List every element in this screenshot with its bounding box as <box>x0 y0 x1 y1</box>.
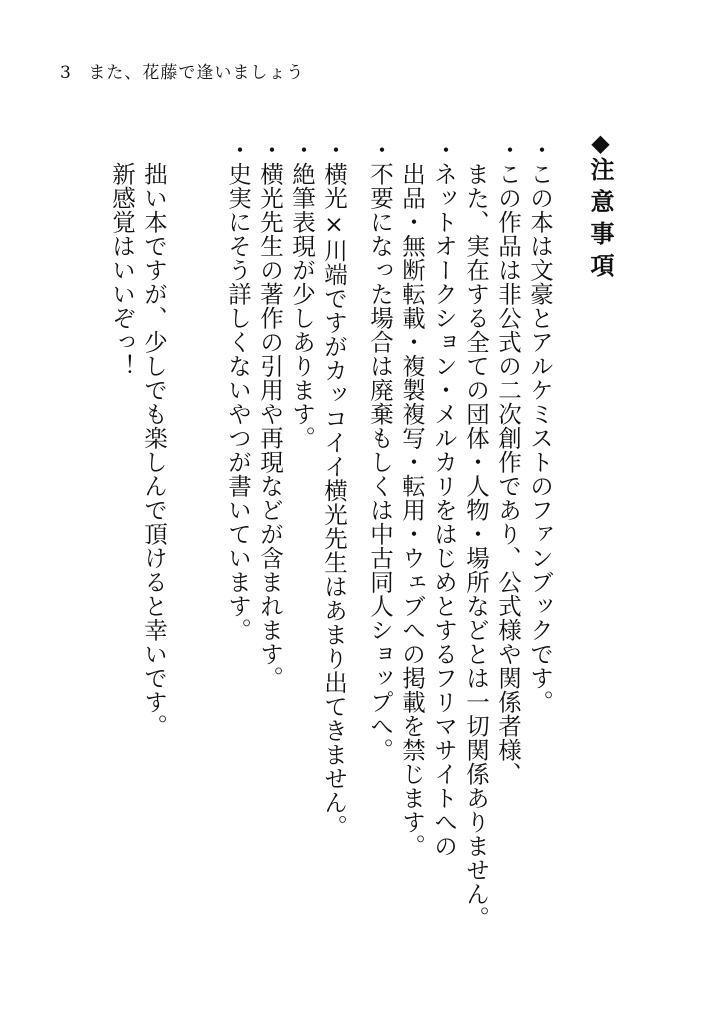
notice-heading <box>586 128 614 285</box>
notice-heading-text: 注意事項 <box>586 157 615 285</box>
notice-line: ・史実にそう詳しくないやつが書いています。 <box>224 138 252 642</box>
notice-line: ・横光×川端ですがカッコイイ横光先生はあまり出てきません。 <box>320 138 348 839</box>
diamond-icon: ◆ <box>586 128 615 157</box>
notice-line: ・この作品は非公式の二次創作であり、公式様や関係者様、 <box>494 138 522 786</box>
notice-line: ・不要になった場合は廃棄もしくは中古同人ショップへ。 <box>366 138 394 762</box>
notice-line: 出品・無断転載・複製複写・転用・ウェブへの掲載を禁じます。 <box>398 138 426 858</box>
notice-line: ・絶筆表現が少しあります。 <box>288 138 316 450</box>
notice-line: ・この本は文豪とアルケミストのファンブックです。 <box>526 138 554 714</box>
closing-line: 新感覚はいいぞっ！ <box>108 138 136 378</box>
notice-line: また、実在する全ての団体・人物・場所などとは一切関係ありません。 <box>462 138 490 930</box>
notice-line: ・ネットオークション・メルカリをはじめとするフリマサイトへの <box>430 138 458 858</box>
running-title: また、花藤で逢いましょう <box>88 63 305 83</box>
page-number: 3 <box>60 63 72 83</box>
running-header <box>60 58 304 83</box>
closing-line: 拙い本ですが、少しでも楽しんで頂けると幸いです。 <box>140 138 168 738</box>
notice-line: ・横光先生の著作の引用や再現などが含まれます。 <box>256 138 284 690</box>
